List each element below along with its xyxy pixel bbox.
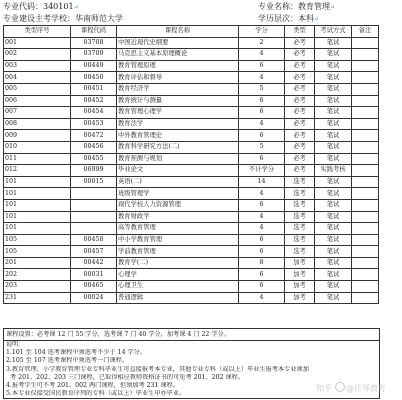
- cell-course-name: 毕业论文: [117, 165, 239, 177]
- cell-remarks: [352, 130, 379, 142]
- cell-course-code: 03709: [71, 49, 117, 61]
- course-summary: 课程设置：必考课 12 门 55 学分，选考课 7 门 40 学分，加考课 4 门 22 学分。: [4, 329, 379, 341]
- cell-remarks: [352, 49, 379, 61]
- cell-remarks: [352, 292, 379, 304]
- table-row: [4, 165, 379, 177]
- cell-exam-method: 笔试: [315, 223, 352, 235]
- cell-exam-method: 笔试: [315, 118, 352, 130]
- cell-course-code: 00455: [71, 153, 117, 165]
- cell-course-name: 中国近现代史纲要: [117, 37, 239, 49]
- cell-exam-method: 实践考核: [315, 165, 352, 177]
- col-header-credit: 学分: [239, 26, 285, 38]
- cell-remarks: [352, 165, 379, 177]
- cell-kind: 必考: [285, 107, 315, 119]
- cell-remarks: [352, 153, 379, 165]
- cell-type-no: 105: [4, 234, 71, 246]
- cell-kind: 加考: [285, 269, 315, 281]
- cell-remarks: [352, 107, 379, 119]
- course-table-body: [4, 37, 379, 304]
- cell-type-no: 105: [4, 246, 71, 258]
- cell-exam-method: 笔试: [315, 199, 352, 211]
- cell-exam-method: 笔试: [315, 281, 352, 293]
- cell-kind: 加考: [285, 281, 315, 293]
- cell-type-no: 011: [4, 153, 71, 165]
- cell-credit: 4: [239, 49, 285, 61]
- watermark-sep: @: [346, 384, 354, 393]
- watermark-site: 知乎: [316, 384, 332, 393]
- cell-course-name: 教育管理原理: [117, 60, 239, 72]
- cell-course-name: 教育科学研究方法(二): [117, 141, 239, 153]
- table-row: [4, 130, 379, 142]
- cell-course-code: 00465: [71, 281, 117, 293]
- cell-kind: 选考: [285, 246, 315, 258]
- cell-remarks: [352, 72, 379, 84]
- major-name-label: 专业名称：: [258, 2, 298, 11]
- cell-course-code: 00456: [71, 141, 117, 153]
- col-header-exam-method: 考试方式: [315, 26, 352, 38]
- cell-course-name: 英语(二): [117, 176, 239, 188]
- cell-exam-method: 笔试: [315, 234, 352, 246]
- cell-remarks: [352, 188, 379, 200]
- cell-kind: 必考: [285, 72, 315, 84]
- cell-type-no: 101: [4, 188, 71, 200]
- table-row: [4, 223, 379, 235]
- cell-remarks: [352, 257, 379, 269]
- cell-exam-method: 笔试: [315, 141, 352, 153]
- cell-exam-method: 笔试: [315, 257, 352, 269]
- cell-remarks: [352, 60, 379, 72]
- cell-course-name: 中外教育管理史: [117, 130, 239, 142]
- cell-credit: 4: [239, 118, 285, 130]
- cell-type-no: 101: [4, 176, 71, 188]
- cell-credit: 6: [239, 246, 285, 258]
- table-row: [4, 188, 379, 200]
- cell-exam-method: 笔试: [315, 292, 352, 304]
- note-item: 考 201、202、203 三门课程，已取得相应教师资格证书的可免考 201、202 课程。: [10, 373, 244, 381]
- cell-exam-method: 笔试: [315, 269, 352, 281]
- cell-credit: 2: [239, 37, 285, 49]
- cell-remarks: [352, 199, 379, 211]
- table-row: [4, 281, 379, 293]
- major-code-value: 340101: [43, 2, 74, 11]
- education-level-label: 学历层次：: [258, 14, 298, 23]
- cell-credit: 6: [239, 234, 285, 246]
- cell-course-name: 教育财政学: [117, 211, 239, 223]
- cell-exam-method: 笔试: [315, 246, 352, 258]
- cell-course-code: [71, 199, 117, 211]
- major-code-label: 专业代码：: [3, 2, 43, 11]
- table-row: [4, 269, 379, 281]
- cell-course-code: 00451: [71, 83, 117, 95]
- major-name: [258, 2, 335, 13]
- cell-type-no: 004: [4, 72, 71, 84]
- table-row: [4, 83, 379, 95]
- cell-credit: 6: [239, 95, 285, 107]
- cell-kind: 选考: [285, 176, 315, 188]
- cell-course-code: 00454: [71, 107, 117, 119]
- cell-remarks: [352, 37, 379, 49]
- cell-credit: 6: [239, 153, 285, 165]
- cell-type-no: 231: [4, 292, 71, 304]
- cell-remarks: [352, 234, 379, 246]
- cell-exam-method: 笔试: [315, 95, 352, 107]
- cell-course-code: 00015: [71, 176, 117, 188]
- cell-exam-method: 笔试: [315, 130, 352, 142]
- cell-course-name: 教育法学: [117, 118, 239, 130]
- cell-kind: 必考: [285, 141, 315, 153]
- education-level: [258, 14, 319, 25]
- table-row: [4, 72, 379, 84]
- cell-type-no: 201: [4, 257, 71, 269]
- table-row: [4, 49, 379, 61]
- cell-type-no: 101: [4, 211, 71, 223]
- cell-remarks: [352, 211, 379, 223]
- course-table: [3, 25, 379, 304]
- cell-kind: 选考: [285, 188, 315, 200]
- cell-course-name: 中小学教育管理: [117, 234, 239, 246]
- cell-course-code: [71, 211, 117, 223]
- cell-exam-method: 笔试: [315, 83, 352, 95]
- cell-kind: 必考: [285, 60, 315, 72]
- col-header-remarks: 备注: [352, 26, 379, 38]
- cell-kind: 必考: [285, 95, 315, 107]
- notes-title: 说明：: [6, 341, 25, 348]
- host-school-label: 专业建设主考学校：: [3, 14, 75, 23]
- cell-course-name: 学前教育管理: [117, 246, 239, 258]
- table-row: [4, 118, 379, 130]
- cell-kind: 必考: [285, 130, 315, 142]
- cell-course-code: 00457: [71, 246, 117, 258]
- return-mark-icon: ↵: [330, 4, 336, 11]
- cell-kind: 加考: [285, 292, 315, 304]
- cell-remarks: [352, 141, 379, 153]
- cell-course-code: [71, 188, 117, 200]
- major-code: [3, 2, 79, 13]
- cell-course-name: 马克思主义基本原理概论: [117, 49, 239, 61]
- col-header-course-name: 课程名称: [117, 26, 239, 38]
- table-row: [4, 246, 379, 258]
- cell-course-code: 03708: [71, 37, 117, 49]
- major-name-value: 教育管理: [298, 2, 330, 11]
- cell-credit: 4: [239, 211, 285, 223]
- cell-type-no: 001: [4, 37, 71, 49]
- watermark-author: 佳琴教育: [354, 384, 386, 393]
- cell-type-no: 002: [4, 49, 71, 61]
- cell-exam-method: 笔试: [315, 107, 352, 119]
- cell-kind: 选考: [285, 211, 315, 223]
- host-school-value: 华南师范大学: [75, 14, 123, 23]
- cell-credit: 4: [239, 72, 285, 84]
- cell-exam-method: 笔试: [315, 72, 352, 84]
- cell-course-name: 心理卫生: [117, 281, 239, 293]
- cell-kind: 必考: [285, 165, 315, 177]
- cell-kind: 必考: [285, 83, 315, 95]
- note-item: 1.101 至 104 选考课程中须选考不少于 14 学分。: [6, 349, 147, 357]
- cell-exam-method: 笔试: [315, 153, 352, 165]
- cell-credit: 6: [239, 269, 285, 281]
- cell-course-name: 教育统计与测量: [117, 95, 239, 107]
- cell-course-code: 00472: [71, 130, 117, 142]
- cell-kind: 必考: [285, 118, 315, 130]
- cell-course-name: 教育预测与规划: [117, 153, 239, 165]
- cell-exam-method: 笔试: [315, 60, 352, 72]
- host-school: [3, 14, 123, 24]
- cell-type-no: 005: [4, 83, 71, 95]
- table-row: [4, 199, 379, 211]
- cell-credit: 14: [239, 176, 285, 188]
- cell-type-no: 007: [4, 107, 71, 119]
- cell-kind: 加考: [285, 257, 315, 269]
- cell-remarks: [352, 246, 379, 258]
- cell-credit: 4: [239, 292, 285, 304]
- note-item: 3.教育管理、小学教育管理专业专科毕业生可直接报考本专业，其他专业专科（或以上）毕业生报考本专业须加: [6, 365, 309, 373]
- cell-credit: 6: [239, 199, 285, 211]
- table-row: [4, 257, 379, 269]
- cell-course-code: 00031: [71, 269, 117, 281]
- cell-course-name: 教育评估和督导: [117, 72, 239, 84]
- cell-course-code: 00024: [71, 292, 117, 304]
- table-row: [4, 234, 379, 246]
- cell-course-name: 教育管理心理学: [117, 107, 239, 119]
- cell-remarks: [352, 95, 379, 107]
- cell-type-no: 101: [4, 223, 71, 235]
- return-mark-icon: ↵: [73, 4, 79, 11]
- note-item: 4.报考学生可不考 201、002 两门课程，但须加考 231 课程。: [6, 382, 179, 390]
- cell-kind: 必考: [285, 37, 315, 49]
- cell-type-no: 012: [4, 165, 71, 177]
- cell-course-name: 班级管理学: [117, 188, 239, 200]
- table-row: [4, 176, 379, 188]
- cell-remarks: [352, 223, 379, 235]
- table-row: [4, 107, 379, 119]
- cell-type-no: 009: [4, 130, 71, 142]
- table-row: [4, 95, 379, 107]
- cell-course-name: 教育经济学: [117, 83, 239, 95]
- cell-type-no: 003: [4, 60, 71, 72]
- table-row: [4, 292, 379, 304]
- cell-course-code: 06999: [71, 165, 117, 177]
- cell-credit: 4: [239, 188, 285, 200]
- col-header-type-no: 类型序号: [4, 26, 71, 38]
- cell-exam-method: 笔试: [315, 37, 352, 49]
- table-row: [4, 37, 379, 49]
- cell-credit: 6: [239, 130, 285, 142]
- watermark: [316, 382, 386, 394]
- cell-course-name: 现代学校人力资源管理: [117, 199, 239, 211]
- cell-type-no: 010: [4, 141, 71, 153]
- cell-course-code: 00449: [71, 60, 117, 72]
- col-header-course-code: 课程代码: [71, 26, 117, 38]
- table-row: [4, 211, 379, 223]
- cell-course-name: 高等教育管理: [117, 223, 239, 235]
- return-mark-icon: ↵: [314, 16, 320, 23]
- col-header-kind: 类型: [285, 26, 315, 38]
- cell-kind: 选考: [285, 199, 315, 211]
- cell-remarks: [352, 83, 379, 95]
- cell-credit: 6: [239, 281, 285, 293]
- cell-exam-method: 笔试: [315, 49, 352, 61]
- cell-course-name: 普通逻辑: [117, 292, 239, 304]
- note-item: 2.105 至 107 选考课程中须选考一门课程。: [6, 357, 129, 365]
- cell-course-name: 心理学: [117, 269, 239, 281]
- table-header-row: [4, 26, 379, 38]
- cell-course-code: 00442: [71, 257, 117, 269]
- cell-credit: 5: [239, 83, 285, 95]
- cell-course-code: 00453: [71, 118, 117, 130]
- cell-type-no: 202: [4, 269, 71, 281]
- author-avatar-icon: [335, 382, 345, 392]
- table-row: [4, 60, 379, 72]
- cell-credit: 6: [239, 107, 285, 119]
- cell-remarks: [352, 269, 379, 281]
- cell-remarks: [352, 118, 379, 130]
- cell-course-code: 00450: [71, 72, 117, 84]
- table-row: [4, 153, 379, 165]
- cell-course-name: 教育学(二): [117, 257, 239, 269]
- cell-kind: 必考: [285, 153, 315, 165]
- education-level-value: 本科: [298, 14, 314, 23]
- cell-course-code: 00452: [71, 95, 117, 107]
- table-row: [4, 141, 379, 153]
- cell-credit: 不计学分: [239, 165, 285, 177]
- cell-type-no: 006: [4, 95, 71, 107]
- cell-kind: 必考: [285, 49, 315, 61]
- cell-kind: 选考: [285, 234, 315, 246]
- cell-kind: 选考: [285, 223, 315, 235]
- cell-type-no: 101: [4, 199, 71, 211]
- cell-exam-method: 笔试: [315, 211, 352, 223]
- cell-type-no: 008: [4, 118, 71, 130]
- cell-credit: 4: [239, 223, 285, 235]
- cell-credit: 5: [239, 141, 285, 153]
- cell-credit: 8: [239, 257, 285, 269]
- cell-type-no: 203: [4, 281, 71, 293]
- cell-remarks: [352, 281, 379, 293]
- cell-credit: 6: [239, 60, 285, 72]
- cell-course-code: [71, 223, 117, 235]
- cell-exam-method: 笔试: [315, 176, 352, 188]
- note-item: 5.本专业仅接受国民教育序列的专科（或以上）毕业生申办毕业。: [6, 390, 186, 398]
- cell-course-code: 00458: [71, 234, 117, 246]
- cell-remarks: [352, 176, 379, 188]
- cell-exam-method: 笔试: [315, 188, 352, 200]
